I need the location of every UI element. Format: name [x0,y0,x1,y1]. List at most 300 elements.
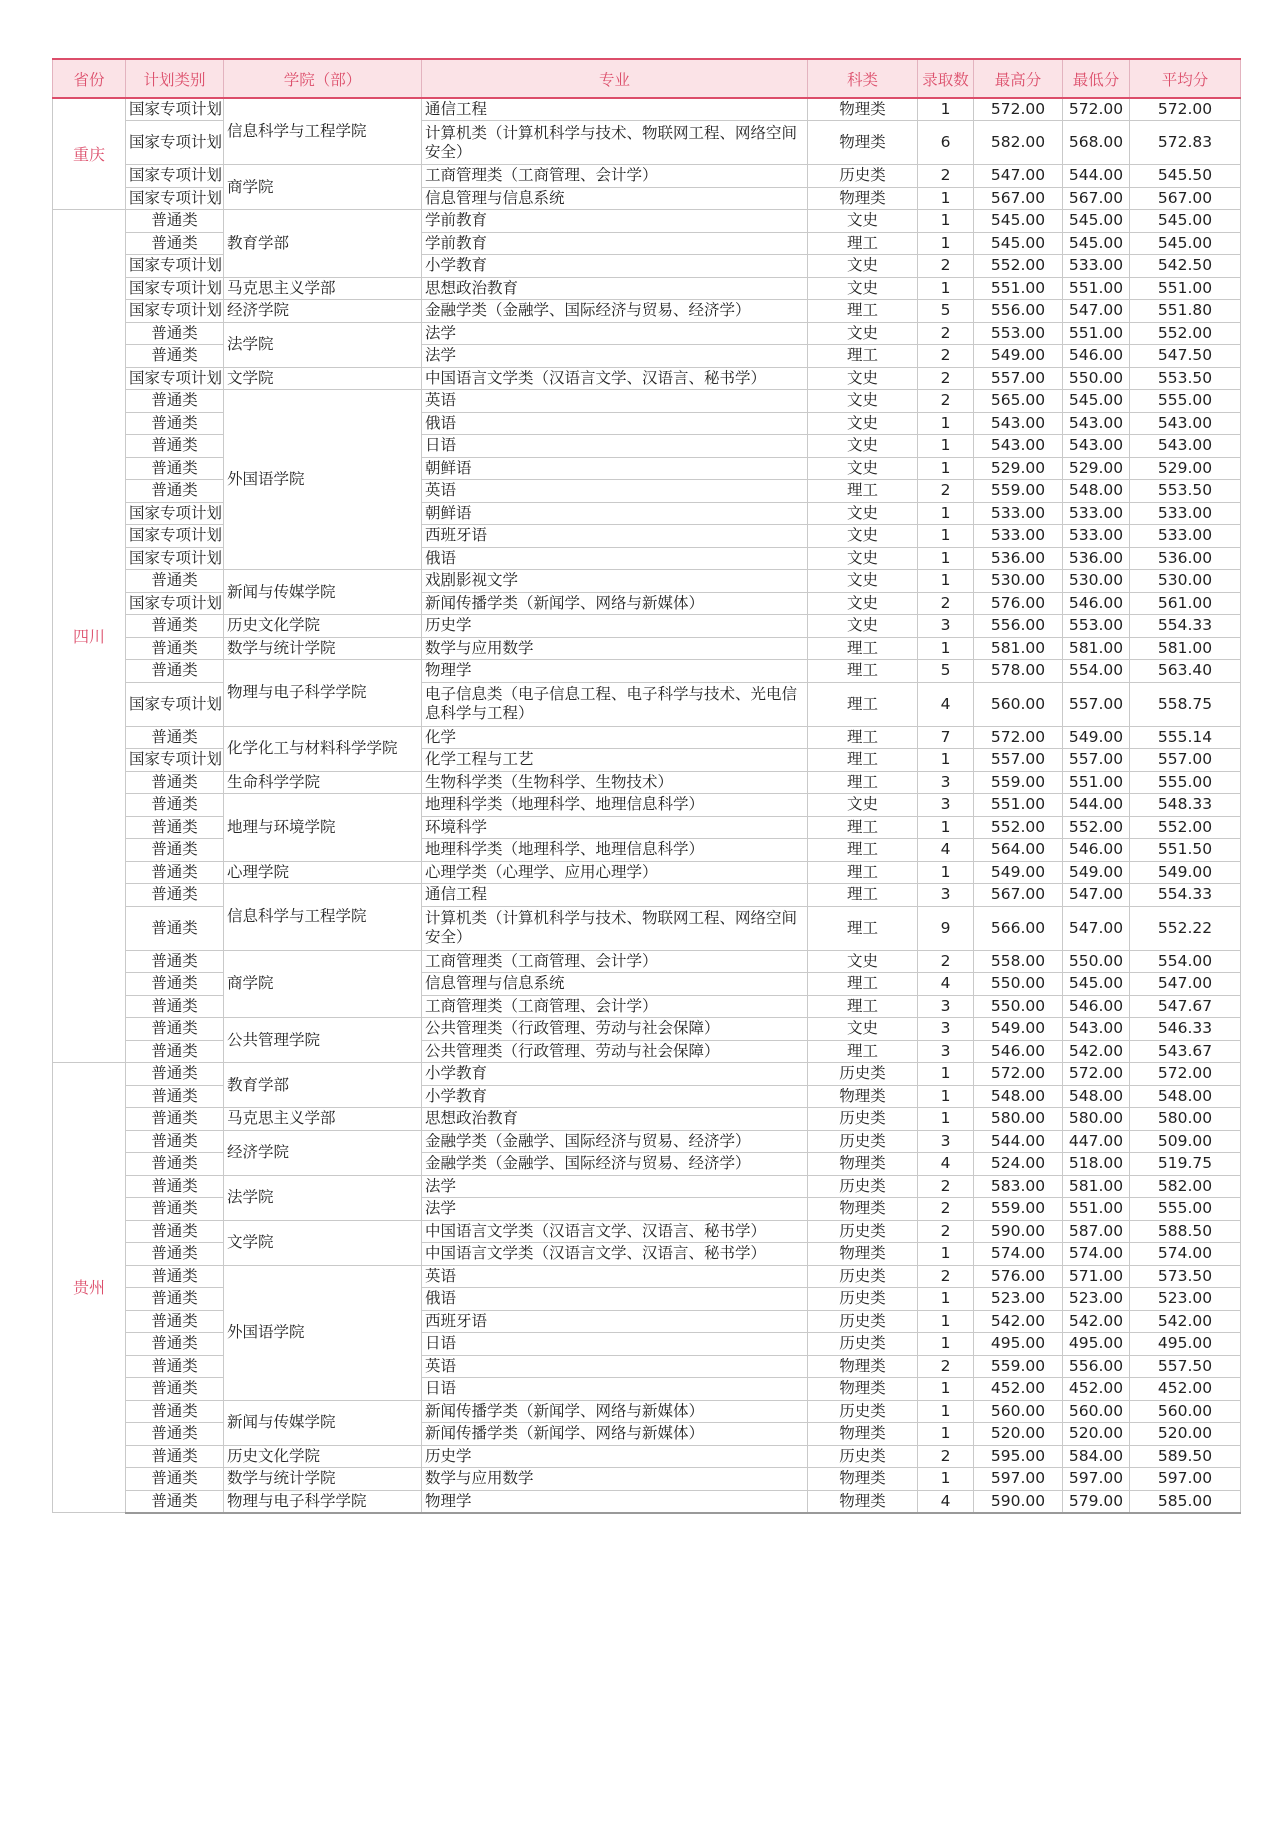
header-college: 学院（部） [224,59,422,98]
major-cell: 日语 [422,1333,808,1356]
subject-cell: 理工 [808,232,918,255]
plan-type-cell: 普通类 [126,1243,224,1266]
subject-cell: 文史 [808,1018,918,1041]
min-score-cell: 523.00 [1063,1288,1130,1311]
admitted-count-cell: 2 [918,1445,974,1468]
table-body [53,98,1241,1513]
header-major: 专业 [422,59,808,98]
max-score-cell: 549.00 [974,1018,1063,1041]
plan-type-cell: 普通类 [126,412,224,435]
plan-type-cell: 普通类 [126,1468,224,1491]
admitted-count-cell: 1 [918,435,974,458]
college-cell: 生命科学学院 [224,771,422,794]
avg-score-cell: 554.33 [1130,615,1241,638]
major-cell: 通信工程 [422,884,808,907]
plan-type-cell: 普通类 [126,570,224,593]
max-score-cell: 543.00 [974,412,1063,435]
major-cell: 环境科学 [422,816,808,839]
major-cell: 生物科学类（生物科学、生物技术） [422,771,808,794]
major-cell: 地理科学类（地理科学、地理信息科学） [422,794,808,817]
subject-cell: 物理类 [808,1355,918,1378]
subject-cell: 历史类 [808,1063,918,1086]
major-cell: 计算机类（计算机科学与技术、物联网工程、网络空间安全） [422,906,808,950]
admitted-count-cell: 1 [918,1243,974,1266]
admitted-count-cell: 4 [918,839,974,862]
admitted-count-cell: 3 [918,794,974,817]
max-score-cell: 529.00 [974,457,1063,480]
subject-cell: 文史 [808,412,918,435]
min-score-cell: 553.00 [1063,615,1130,638]
admitted-count-cell: 1 [918,525,974,548]
min-score-cell: 548.00 [1063,1085,1130,1108]
plan-type-cell: 普通类 [126,1220,224,1243]
admitted-count-cell: 3 [918,995,974,1018]
table-row [53,1130,1241,1153]
plan-type-cell: 普通类 [126,480,224,503]
avg-score-cell: 555.00 [1130,771,1241,794]
major-cell: 中国语言文学类（汉语言文学、汉语言、秘书学） [422,1220,808,1243]
table-row [53,771,1241,794]
major-cell: 戏剧影视文学 [422,570,808,593]
subject-cell: 物理类 [808,1468,918,1491]
table-row [53,98,1241,121]
min-score-cell: 574.00 [1063,1243,1130,1266]
plan-type-cell: 普通类 [126,210,224,233]
max-score-cell: 567.00 [974,187,1063,210]
plan-type-cell: 普通类 [126,1310,224,1333]
admitted-count-cell: 1 [918,1085,974,1108]
table-row [53,322,1241,345]
max-score-cell: 550.00 [974,973,1063,996]
min-score-cell: 547.00 [1063,884,1130,907]
avg-score-cell: 582.00 [1130,1175,1241,1198]
major-cell: 学前教育 [422,210,808,233]
admitted-count-cell: 9 [918,906,974,950]
max-score-cell: 564.00 [974,839,1063,862]
admitted-count-cell: 1 [918,1108,974,1131]
plan-type-cell: 普通类 [126,637,224,660]
admitted-count-cell: 1 [918,749,974,772]
plan-type-cell: 普通类 [126,1130,224,1153]
college-cell: 法学院 [224,1175,422,1220]
max-score-cell: 520.00 [974,1423,1063,1446]
major-cell: 地理科学类（地理科学、地理信息科学） [422,839,808,862]
subject-cell: 文史 [808,615,918,638]
max-score-cell: 544.00 [974,1130,1063,1153]
subject-cell: 文史 [808,367,918,390]
table-row [53,950,1241,973]
major-cell: 金融学类（金融学、国际经济与贸易、经济学） [422,1153,808,1176]
max-score-cell: 550.00 [974,995,1063,1018]
major-cell: 信息管理与信息系统 [422,973,808,996]
subject-cell: 文史 [808,525,918,548]
subject-cell: 历史类 [808,1288,918,1311]
admitted-count-cell: 1 [918,1288,974,1311]
min-score-cell: 557.00 [1063,682,1130,726]
plan-type-cell: 普通类 [126,1445,224,1468]
college-cell: 外国语学院 [224,1265,422,1400]
subject-cell: 理工 [808,1040,918,1063]
college-cell: 新闻与传媒学院 [224,1400,422,1445]
major-cell: 英语 [422,1265,808,1288]
max-score-cell: 545.00 [974,232,1063,255]
plan-type-cell: 普通类 [126,1108,224,1131]
min-score-cell: 547.00 [1063,906,1130,950]
max-score-cell: 542.00 [974,1310,1063,1333]
header-max-score: 最高分 [974,59,1063,98]
admitted-count-cell: 1 [918,1468,974,1491]
max-score-cell: 572.00 [974,98,1063,121]
avg-score-cell: 552.22 [1130,906,1241,950]
plan-type-cell: 普通类 [126,615,224,638]
min-score-cell: 572.00 [1063,1063,1130,1086]
min-score-cell: 546.00 [1063,839,1130,862]
admitted-count-cell: 1 [918,210,974,233]
min-score-cell: 551.00 [1063,322,1130,345]
max-score-cell: 533.00 [974,525,1063,548]
admitted-count-cell: 1 [918,570,974,593]
admitted-count-cell: 1 [918,412,974,435]
subject-cell: 理工 [808,749,918,772]
subject-cell: 文史 [808,322,918,345]
max-score-cell: 556.00 [974,615,1063,638]
table-row [53,660,1241,683]
college-cell: 历史文化学院 [224,615,422,638]
major-cell: 历史学 [422,1445,808,1468]
major-cell: 俄语 [422,1288,808,1311]
min-score-cell: 597.00 [1063,1468,1130,1491]
college-cell: 文学院 [224,367,422,390]
subject-cell: 历史类 [808,1220,918,1243]
avg-score-cell: 553.50 [1130,480,1241,503]
header-subject: 科类 [808,59,918,98]
max-score-cell: 566.00 [974,906,1063,950]
college-cell: 马克思主义学部 [224,1108,422,1131]
admitted-count-cell: 2 [918,950,974,973]
plan-type-cell: 普通类 [126,839,224,862]
avg-score-cell: 558.75 [1130,682,1241,726]
avg-score-cell: 589.50 [1130,1445,1241,1468]
min-score-cell: 545.00 [1063,390,1130,413]
college-cell: 物理与电子科学学院 [224,660,422,727]
admitted-count-cell: 1 [918,187,974,210]
admitted-count-cell: 1 [918,547,974,570]
admitted-count-cell: 4 [918,1490,974,1513]
max-score-cell: 549.00 [974,345,1063,368]
min-score-cell: 546.00 [1063,592,1130,615]
max-score-cell: 553.00 [974,322,1063,345]
major-cell: 公共管理类（行政管理、劳动与社会保障） [422,1018,808,1041]
max-score-cell: 546.00 [974,1040,1063,1063]
admitted-count-cell: 2 [918,165,974,188]
min-score-cell: 567.00 [1063,187,1130,210]
subject-cell: 历史类 [808,1310,918,1333]
subject-cell: 理工 [808,771,918,794]
max-score-cell: 551.00 [974,277,1063,300]
plan-type-cell: 国家专项计划 [126,277,224,300]
college-cell: 信息科学与工程学院 [224,98,422,165]
max-score-cell: 548.00 [974,1085,1063,1108]
min-score-cell: 568.00 [1063,121,1130,165]
major-cell: 工商管理类（工商管理、会计学） [422,995,808,1018]
plan-type-cell: 普通类 [126,1378,224,1401]
plan-type-cell: 普通类 [126,884,224,907]
table-row [53,615,1241,638]
max-score-cell: 559.00 [974,771,1063,794]
subject-cell: 理工 [808,906,918,950]
avg-score-cell: 551.50 [1130,839,1241,862]
major-cell: 俄语 [422,412,808,435]
admitted-count-cell: 3 [918,615,974,638]
table-row [53,210,1241,233]
subject-cell: 文史 [808,457,918,480]
major-cell: 英语 [422,1355,808,1378]
max-score-cell: 559.00 [974,480,1063,503]
major-cell: 小学教育 [422,1063,808,1086]
min-score-cell: 551.00 [1063,771,1130,794]
plan-type-cell: 普通类 [126,1085,224,1108]
avg-score-cell: 573.50 [1130,1265,1241,1288]
plan-type-cell: 普通类 [126,950,224,973]
major-cell: 朝鲜语 [422,457,808,480]
major-cell: 俄语 [422,547,808,570]
min-score-cell: 545.00 [1063,232,1130,255]
avg-score-cell: 542.50 [1130,255,1241,278]
admitted-count-cell: 1 [918,1063,974,1086]
plan-type-cell: 普通类 [126,995,224,1018]
table-row [53,637,1241,660]
college-cell: 经济学院 [224,300,422,323]
major-cell: 公共管理类（行政管理、劳动与社会保障） [422,1040,808,1063]
admitted-count-cell: 3 [918,1018,974,1041]
college-cell: 公共管理学院 [224,1018,422,1063]
plan-type-cell: 普通类 [126,816,224,839]
major-cell: 心理学类（心理学、应用心理学） [422,861,808,884]
subject-cell: 物理类 [808,1085,918,1108]
subject-cell: 历史类 [808,165,918,188]
max-score-cell: 590.00 [974,1220,1063,1243]
admitted-count-cell: 1 [918,277,974,300]
max-score-cell: 567.00 [974,884,1063,907]
major-cell: 新闻传播学类（新闻学、网络与新媒体） [422,592,808,615]
subject-cell: 文史 [808,255,918,278]
admitted-count-cell: 7 [918,726,974,749]
subject-cell: 历史类 [808,1400,918,1423]
avg-score-cell: 543.00 [1130,412,1241,435]
admitted-count-cell: 2 [918,1355,974,1378]
avg-score-cell: 543.67 [1130,1040,1241,1063]
plan-type-cell: 普通类 [126,1355,224,1378]
college-cell: 商学院 [224,165,422,210]
max-score-cell: 523.00 [974,1288,1063,1311]
plan-type-cell: 国家专项计划 [126,525,224,548]
max-score-cell: 583.00 [974,1175,1063,1198]
subject-cell: 物理类 [808,1243,918,1266]
max-score-cell: 452.00 [974,1378,1063,1401]
admitted-count-cell: 4 [918,1153,974,1176]
admitted-count-cell: 3 [918,771,974,794]
table-row [53,1265,1241,1288]
plan-type-cell: 国家专项计划 [126,165,224,188]
max-score-cell: 533.00 [974,502,1063,525]
table-row [53,1468,1241,1491]
avg-score-cell: 519.75 [1130,1153,1241,1176]
max-score-cell: 543.00 [974,435,1063,458]
avg-score-cell: 553.50 [1130,367,1241,390]
admitted-count-cell: 3 [918,1040,974,1063]
avg-score-cell: 585.00 [1130,1490,1241,1513]
min-score-cell: 533.00 [1063,255,1130,278]
header-admitted: 录取数 [918,59,974,98]
admitted-count-cell: 2 [918,1265,974,1288]
min-score-cell: 560.00 [1063,1400,1130,1423]
min-score-cell: 518.00 [1063,1153,1130,1176]
min-score-cell: 546.00 [1063,345,1130,368]
admitted-count-cell: 2 [918,592,974,615]
table-row [53,726,1241,749]
subject-cell: 理工 [808,816,918,839]
admitted-count-cell: 2 [918,255,974,278]
province-cell: 贵州 [53,1063,126,1513]
plan-type-cell: 普通类 [126,1040,224,1063]
subject-cell: 理工 [808,682,918,726]
min-score-cell: 544.00 [1063,165,1130,188]
major-cell: 通信工程 [422,98,808,121]
plan-type-cell: 普通类 [126,1198,224,1221]
avg-score-cell: 545.00 [1130,210,1241,233]
subject-cell: 历史类 [808,1108,918,1131]
avg-score-cell: 572.83 [1130,121,1241,165]
college-cell: 经济学院 [224,1130,422,1175]
min-score-cell: 447.00 [1063,1130,1130,1153]
min-score-cell: 545.00 [1063,973,1130,996]
avg-score-cell: 555.14 [1130,726,1241,749]
avg-score-cell: 557.00 [1130,749,1241,772]
max-score-cell: 530.00 [974,570,1063,593]
college-cell: 马克思主义学部 [224,277,422,300]
major-cell: 计算机类（计算机科学与技术、物联网工程、网络空间安全） [422,121,808,165]
min-score-cell: 542.00 [1063,1310,1130,1333]
subject-cell: 文史 [808,210,918,233]
subject-cell: 历史类 [808,1333,918,1356]
major-cell: 数学与应用数学 [422,637,808,660]
college-cell: 化学化工与材料科学学院 [224,726,422,771]
subject-cell: 理工 [808,884,918,907]
header-min-score: 最低分 [1063,59,1130,98]
max-score-cell: 547.00 [974,165,1063,188]
max-score-cell: 595.00 [974,1445,1063,1468]
avg-score-cell: 551.00 [1130,277,1241,300]
min-score-cell: 543.00 [1063,1018,1130,1041]
subject-cell: 理工 [808,637,918,660]
max-score-cell: 557.00 [974,367,1063,390]
max-score-cell: 574.00 [974,1243,1063,1266]
max-score-cell: 576.00 [974,592,1063,615]
avg-score-cell: 551.80 [1130,300,1241,323]
avg-score-cell: 548.33 [1130,794,1241,817]
major-cell: 学前教育 [422,232,808,255]
college-cell: 教育学部 [224,210,422,278]
college-cell: 教育学部 [224,1063,422,1108]
plan-type-cell: 普通类 [126,1288,224,1311]
subject-cell: 理工 [808,995,918,1018]
plan-type-cell: 普通类 [126,1265,224,1288]
min-score-cell: 533.00 [1063,502,1130,525]
min-score-cell: 533.00 [1063,525,1130,548]
major-cell: 新闻传播学类（新闻学、网络与新媒体） [422,1400,808,1423]
min-score-cell: 581.00 [1063,1175,1130,1198]
avg-score-cell: 545.00 [1130,232,1241,255]
admitted-count-cell: 1 [918,1400,974,1423]
table-row [53,1063,1241,1086]
college-cell: 心理学院 [224,861,422,884]
avg-score-cell: 548.00 [1130,1085,1241,1108]
max-score-cell: 590.00 [974,1490,1063,1513]
major-cell: 法学 [422,1175,808,1198]
min-score-cell: 552.00 [1063,816,1130,839]
min-score-cell: 549.00 [1063,726,1130,749]
major-cell: 电子信息类（电子信息工程、电子科学与技术、光电信息科学与工程） [422,682,808,726]
admitted-count-cell: 1 [918,1310,974,1333]
avg-score-cell: 552.00 [1130,322,1241,345]
major-cell: 英语 [422,480,808,503]
plan-type-cell: 普通类 [126,1175,224,1198]
plan-type-cell: 国家专项计划 [126,502,224,525]
min-score-cell: 530.00 [1063,570,1130,593]
plan-type-cell: 国家专项计划 [126,121,224,165]
table-row [53,1490,1241,1513]
avg-score-cell: 588.50 [1130,1220,1241,1243]
max-score-cell: 495.00 [974,1333,1063,1356]
subject-cell: 物理类 [808,187,918,210]
subject-cell: 理工 [808,861,918,884]
admitted-count-cell: 1 [918,637,974,660]
major-cell: 法学 [422,1198,808,1221]
subject-cell: 文史 [808,794,918,817]
min-score-cell: 543.00 [1063,435,1130,458]
max-score-cell: 552.00 [974,816,1063,839]
admitted-count-cell: 2 [918,367,974,390]
plan-type-cell: 普通类 [126,457,224,480]
subject-cell: 物理类 [808,1198,918,1221]
college-cell: 历史文化学院 [224,1445,422,1468]
subject-cell: 物理类 [808,1423,918,1446]
table-row [53,1220,1241,1243]
subject-cell: 历史类 [808,1130,918,1153]
min-score-cell: 542.00 [1063,1040,1130,1063]
avg-score-cell: 542.00 [1130,1310,1241,1333]
admitted-count-cell: 2 [918,1175,974,1198]
max-score-cell: 551.00 [974,794,1063,817]
plan-type-cell: 国家专项计划 [126,749,224,772]
avg-score-cell: 546.33 [1130,1018,1241,1041]
table-row [53,1108,1241,1131]
plan-type-cell: 国家专项计划 [126,98,224,121]
avg-score-cell: 581.00 [1130,637,1241,660]
plan-type-cell: 普通类 [126,435,224,458]
table-row [53,300,1241,323]
avg-score-cell: 563.40 [1130,660,1241,683]
max-score-cell: 581.00 [974,637,1063,660]
admission-score-table [52,58,1241,1514]
table-row [53,367,1241,390]
subject-cell: 历史类 [808,1265,918,1288]
admitted-count-cell: 2 [918,322,974,345]
avg-score-cell: 554.00 [1130,950,1241,973]
plan-type-cell: 普通类 [126,322,224,345]
subject-cell: 理工 [808,973,918,996]
subject-cell: 理工 [808,660,918,683]
